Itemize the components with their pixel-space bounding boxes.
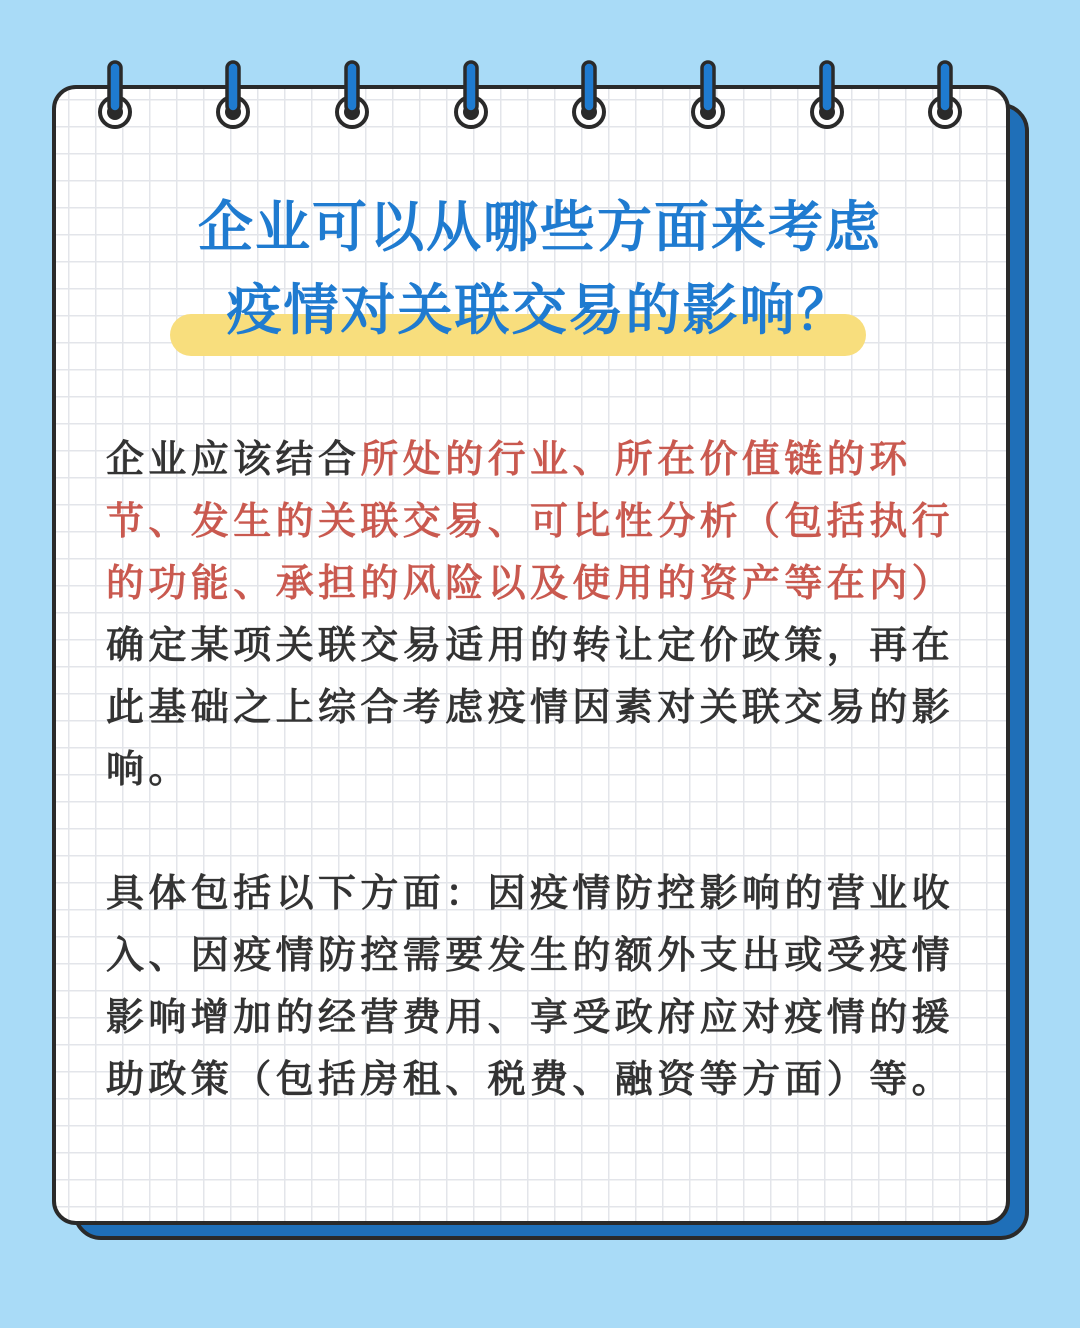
paragraph-2: 具体包括以下方面：因疫情防控影响的营业收入、因疫情防控需要发生的额外支出或受疫情影响增加的经营费用、享受政府应对疫情的援助政策（包括房租、税费、融资等方面）等。	[106, 871, 955, 1101]
spiral-ring-icon	[925, 60, 965, 132]
spiral-ring-icon	[569, 60, 609, 132]
spiral-ring-icon	[332, 60, 372, 132]
title-line-2: 疫情对关联交易的影响？	[226, 278, 854, 342]
title-line-1: 企业可以从哪些方面来考虑	[197, 195, 882, 259]
spiral-ring-icon	[213, 60, 253, 132]
paragraph-1-lead: 企业应该结合	[106, 437, 361, 481]
spiral-ring-icon	[451, 60, 491, 132]
spiral-ring-icon	[807, 60, 847, 132]
paragraph-1-rest: 确定某项关联交易适用的转让定价政策，再在此基础之上综合考虑疫情因素对关联交易的影响。	[106, 623, 955, 791]
spiral-ring-icon	[95, 60, 135, 132]
paragraph-1	[106, 428, 964, 800]
spiral-ring-icon	[688, 60, 728, 132]
paragraph-1-highlight: 所处的行业、所在价值链的环节、发生的关联交易、可比性分析（包括执行的功能、承担的风险以及使用的资产等在内）	[106, 437, 955, 605]
